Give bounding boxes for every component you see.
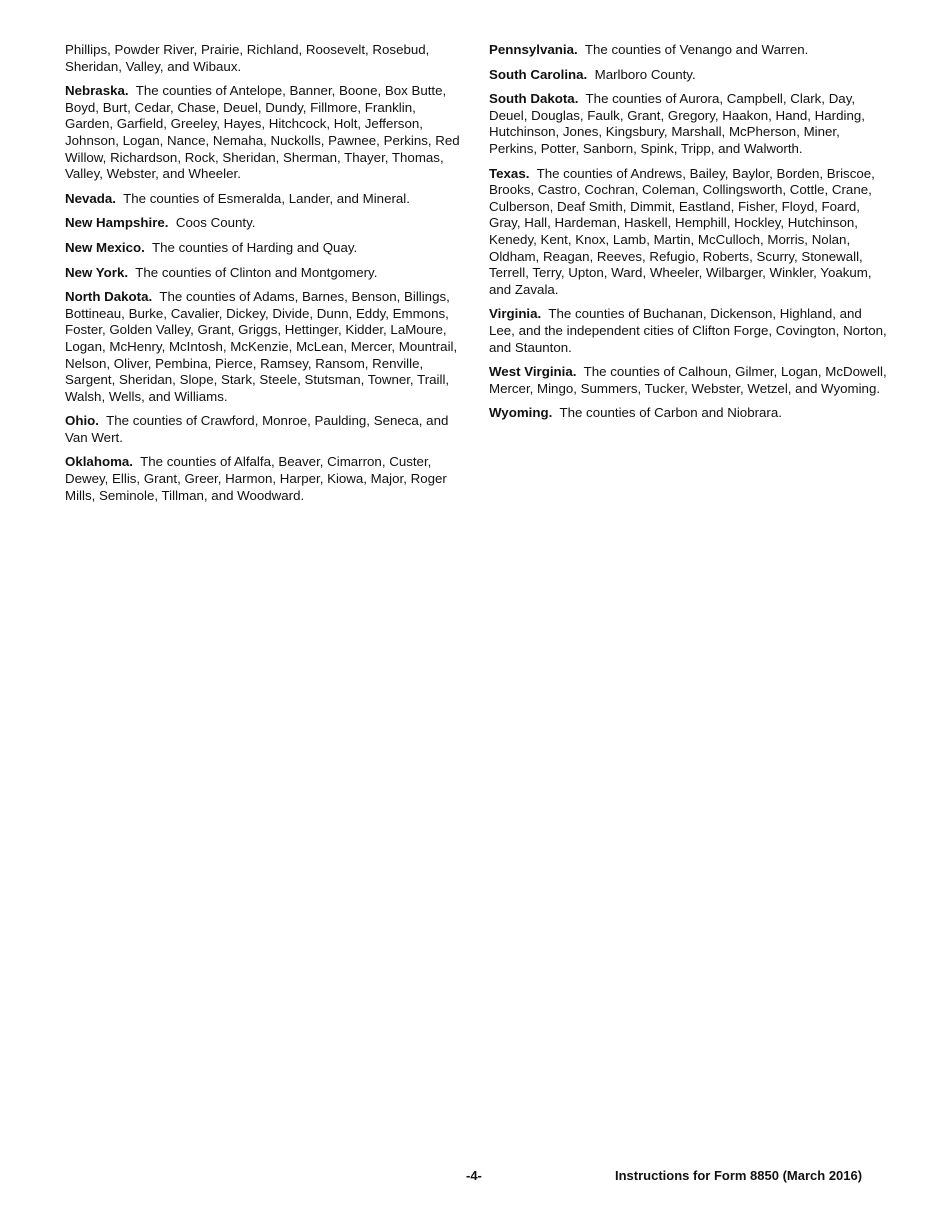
county-entry-new-hampshire — [65, 215, 460, 232]
state-name: South Dakota. — [489, 91, 579, 107]
state-name: Nevada. — [65, 190, 116, 206]
page-number: -4- — [466, 1168, 482, 1183]
state-name: Ohio. — [65, 413, 99, 429]
county-entry-ohio — [65, 413, 460, 446]
county-entry-south-dakota — [489, 91, 887, 157]
entry-text: The counties of Crawford, Monroe, Paulding, Seneca, and Van Wert. — [65, 413, 449, 445]
state-name: South Carolina. — [489, 66, 588, 82]
entry-text: The counties of Harding and Quay. — [151, 239, 358, 255]
county-entry-virginia — [489, 306, 887, 356]
entry-text: The counties of Esmeralda, Lander, and Mineral. — [123, 190, 410, 206]
entry-text: The counties of Venango and Warren. — [584, 42, 809, 57]
document-title: Instructions for Form 8850 (March 2016) — [615, 1168, 863, 1183]
county-entry-oklahoma — [65, 454, 460, 504]
county-entry-north-dakota — [65, 289, 460, 405]
state-name: Nebraska. — [65, 83, 129, 99]
county-entry-wyoming — [489, 405, 887, 422]
entry-text: Marlboro County. — [594, 66, 696, 82]
state-name: West Virginia. — [489, 364, 577, 380]
entry-text: The counties of Calhoun, Gilmer, Logan, McDowell, Mercer, Mingo, Summers, Tucker, Webster, Wetzel, and Wyoming. — [489, 364, 887, 396]
entry-text: The counties of Clinton and Montgomery. — [135, 264, 378, 280]
county-entry-new-york — [65, 265, 460, 282]
state-name: Pennsylvania. — [489, 42, 578, 57]
entry-text: The counties of Adams, Barnes, Benson, Billings, Bottineau, Burke, Cavalier, Dickey, Divide, Dunn, Eddy, Emmons, Foster, Golden Valley, Grant, Griggs, Hettinger, Kidder, LaMoure, Logan, McHenry, McIntosh, McKenzie, McLean, Mercer, Mountrail, Nelson, Oliver, Pembina, Pierce, Ramsey, Ransom, Renville, Sargent, Sheridan, Slope, Stark, Steele, Stutsman, Towner, Traill, Walsh, Wells, and Williams. — [65, 289, 458, 404]
entry-text: The counties of Aurora, Campbell, Clark, Day, Deuel, Douglas, Faulk, Grant, Gregory, Haakon, Hand, Harding, Hutchinson, Jones, Kingsbury, Marshall, McPherson, Miner, Perkins, Potter, Sanborn, Spink, Tripp, and Walworth. — [489, 91, 865, 156]
entry-text: The counties of Alfalfa, Beaver, Cimarron, Custer, Dewey, Ellis, Grant, Greer, Harmon, Harper, Kiowa, Major, Roger Mills, Seminole, Tillman, and Woodward. — [65, 454, 447, 503]
county-entry — [65, 42, 460, 75]
county-entry-pennsylvania — [489, 42, 887, 59]
entry-text: Coos County. — [175, 215, 256, 231]
county-entry-west-virginia — [489, 364, 887, 397]
state-name: Virginia. — [489, 306, 542, 322]
state-name: Texas. — [489, 165, 530, 181]
county-entry-new-mexico — [65, 240, 460, 257]
entry-text: Phillips, Powder River, Prairie, Richland, Roosevelt, Rosebud, Sheridan, Valley, and Wibaux. — [65, 42, 430, 74]
entry-text: The counties of Andrews, Bailey, Baylor, Borden, Briscoe, Brooks, Castro, Cochran, Coleman, Collingsworth, Cottle, Crane, Culberson, Deaf Smith, Dimmit, Eastland, Fisher, Floyd, Foard, Gray, Hall, Hardeman, Haskell, Hemphill, Hockley, Hutchinson, Kenedy, Kent, Knox, Lamb, Martin, McCulloch, Morris, Nolan, Oldham, Reagan, Reeves, Refugio, Roberts, Scurry, Stonewall, Terrell, Terry, Upton, Ward, Wheeler, Wilbarger, Winkler, Yoakum, and Zavala. — [489, 165, 875, 297]
state-name: New York. — [65, 264, 129, 280]
right-column — [489, 42, 887, 430]
left-column — [65, 42, 460, 512]
county-entry-nebraska — [65, 83, 460, 183]
state-name: New Hampshire. — [65, 215, 169, 231]
entry-text: The counties of Antelope, Banner, Boone, Box Butte, Boyd, Burt, Cedar, Chase, Deuel, Dundy, Fillmore, Franklin, Garden, Garfield, Greeley, Hayes, Hitchcock, Holt, Jefferson, Johnson, Logan, Nance, Nemaha, Nuckolls, Pawnee, Perkins, Red Willow, Richardson, Rock, Sheridan, Sherman, Thayer, Thomas, Valley, Webster, and Wheeler. — [65, 83, 460, 182]
state-name: Oklahoma. — [65, 454, 133, 470]
county-entry-texas — [489, 166, 887, 299]
entry-text: The counties of Carbon and Niobrara. — [559, 405, 782, 421]
state-name: North Dakota. — [65, 289, 153, 305]
county-entry-south-carolina — [489, 67, 887, 84]
county-entry-nevada — [65, 191, 460, 208]
entry-text: The counties of Buchanan, Dickenson, Highland, and Lee, and the independent cities of Clifton Forge, Covington, Norton, and Staunton. — [489, 306, 887, 355]
state-name: Wyoming. — [489, 405, 553, 421]
state-name: New Mexico. — [65, 239, 145, 255]
